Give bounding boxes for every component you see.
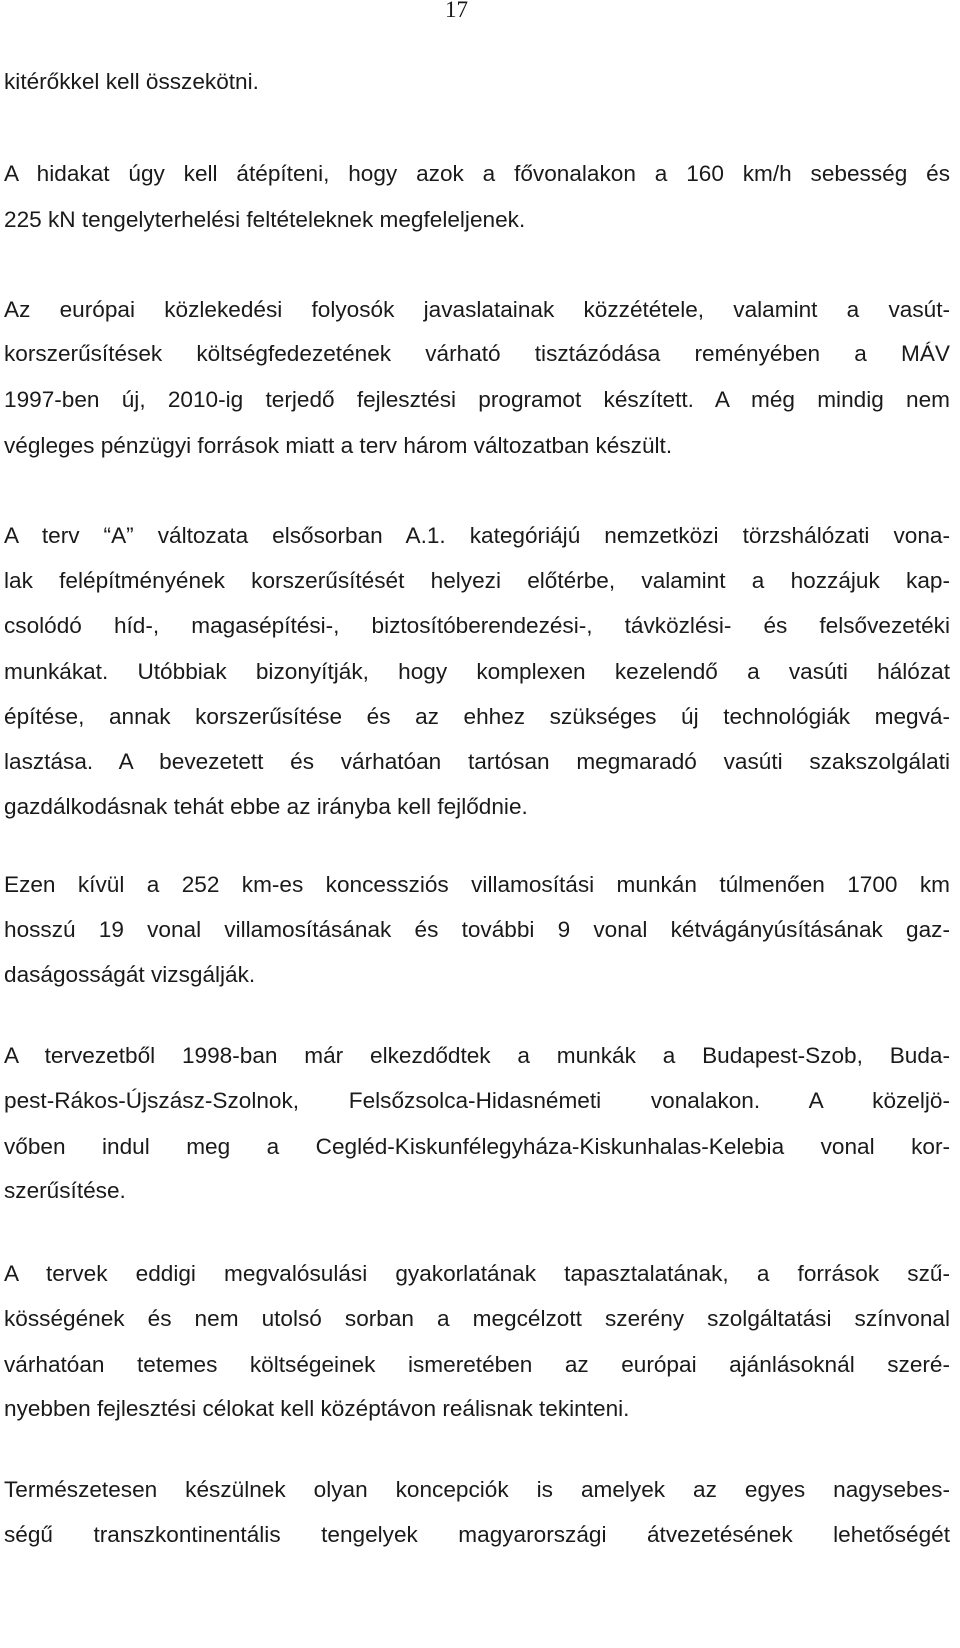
text-line: várhatóan tetemes költségeinek ismeretében az európai ajánlásoknál szeré- xyxy=(4,1352,950,1377)
text-line: végleges pénzügyi források miatt a terv három változatban készült. xyxy=(4,433,673,458)
text-line: daságosságát vizsgálják. xyxy=(4,962,256,987)
text-line: Természetesen készülnek olyan koncepciók is amelyek az egyes nagysebes- xyxy=(4,1477,950,1502)
text-line: munkákat. Utóbbiak bizonyítják, hogy komplexen kezelendő a vasúti hálózat xyxy=(4,659,950,684)
text-line: kitérőkkel kell összekötni. xyxy=(4,69,259,94)
text-line: pest-Rákos-Újszász-Szolnok, Felsőzsolca-Hidasnémeti vonalakon. A közeljö- xyxy=(4,1088,950,1113)
text-line: 225 kN tengelyterhelési feltételeknek megfeleljenek. xyxy=(4,207,526,232)
page-number: 17 xyxy=(445,0,468,22)
text-line: A tervek eddigi megvalósulási gyakorlatának tapasztalatának, a források szű- xyxy=(4,1261,950,1286)
text-line: A terv “A” változata elsősorban A.1. kategóriájú nemzetközi törzshálózati vona- xyxy=(4,523,950,548)
text-line: korszerűsítések költségfedezetének várható tisztázódása reményében a MÁV xyxy=(4,341,950,366)
text-line: lasztása. A bevezetett és várhatóan tartósan megmaradó vasúti szakszolgálati xyxy=(4,749,950,774)
text-line: építése, annak korszerűsítése és az ehhez szükséges új technológiák megvá- xyxy=(4,704,950,729)
text-line: A hidakat úgy kell átépíteni, hogy azok a fővonalakon a 160 km/h sebesség és xyxy=(4,161,950,186)
text-line: nyebben fejlesztési célokat kell középtávon reálisnak tekinteni. xyxy=(4,1396,630,1421)
text-line: 1997-ben új, 2010-ig terjedő fejlesztési programot készített. A még mindig nem xyxy=(4,387,950,412)
text-line: hosszú 19 vonal villamosításának és további 9 vonal kétvágányúsításának gaz- xyxy=(4,917,950,942)
text-line: A tervezetből 1998-ban már elkezdődtek a munkák a Budapest-Szob, Buda- xyxy=(4,1043,950,1068)
text-line: Az európai közlekedési folyosók javaslatainak közzététele, valamint a vasút- xyxy=(4,297,950,322)
text-line: csolódó híd-, magasépítési-, biztosítóberendezési-, távközlési- és felsővezetéki xyxy=(4,613,950,638)
text-line: gazdálkodásnak tehát ebbe az irányba kell fejlődnie. xyxy=(4,794,528,819)
text-line: lak felépítményének korszerűsítését helyezi előtérbe, valamint a hozzájuk kap- xyxy=(4,568,950,593)
text-line: kösségének és nem utolsó sorban a megcélzott szerény szolgáltatási színvonal xyxy=(4,1306,950,1331)
text-line: Ezen kívül a 252 km-es koncessziós villamosítási munkán túlmenően 1700 km xyxy=(4,872,950,897)
text-line: szerűsítése. xyxy=(4,1178,126,1203)
text-line: vőben indul meg a Cegléd-Kiskunfélegyháza-Kiskunhalas-Kelebia vonal kor- xyxy=(4,1134,950,1159)
text-line: ségű transzkontinentális tengelyek magyarországi átvezetésének lehetőségét xyxy=(4,1522,950,1547)
